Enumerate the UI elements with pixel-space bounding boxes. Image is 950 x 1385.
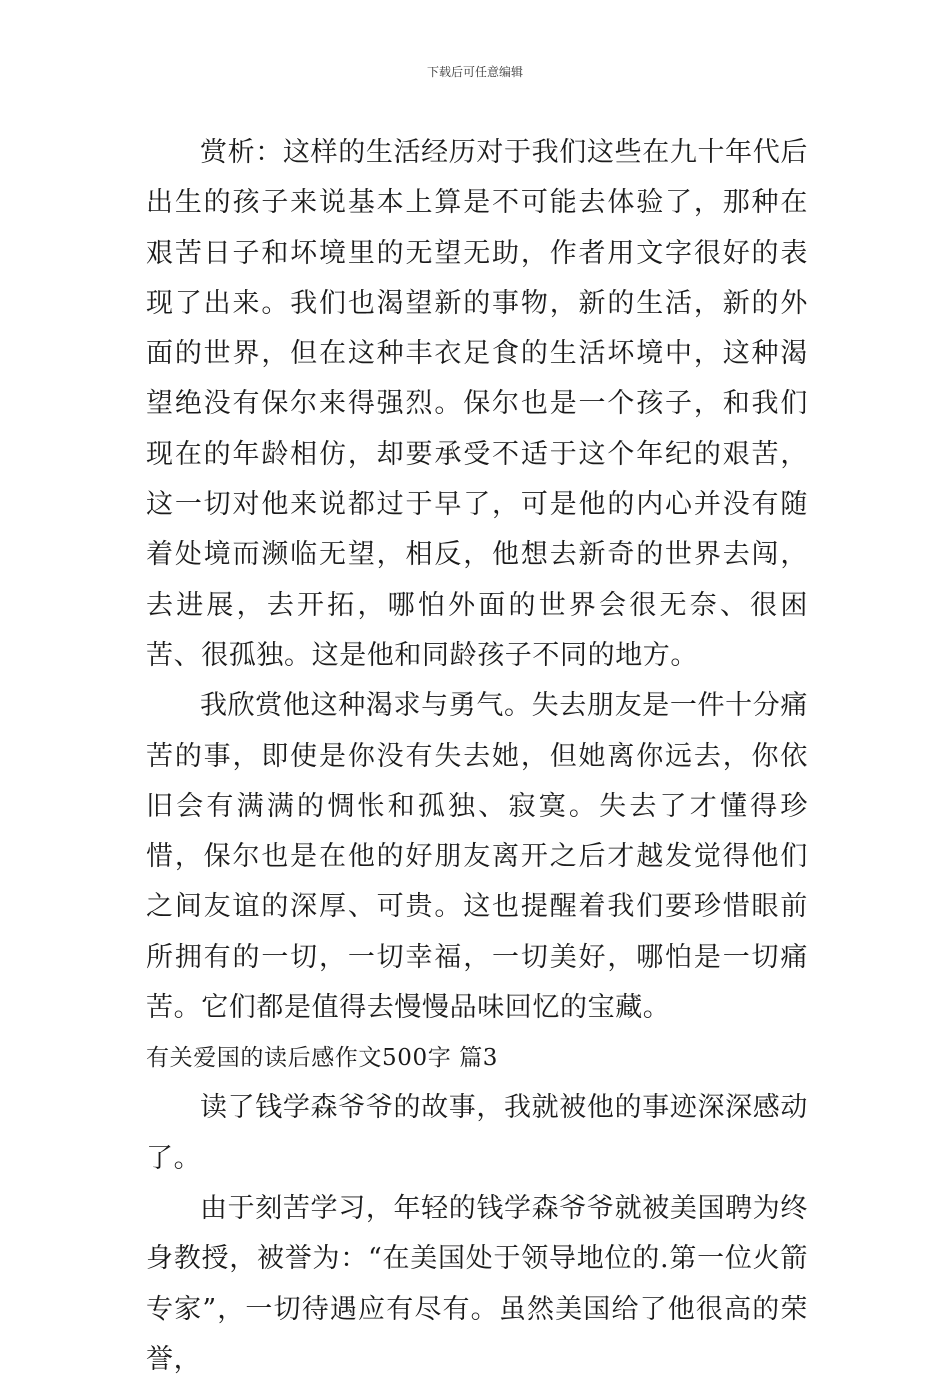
paragraph-qian-intro: 读了钱学森爷爷的故事，我就被他的事迹深深感动了。	[146, 1092, 808, 1174]
paragraph-appreciation: 赏析：这样的生活经历对于我们这些在九十年代后出生的孩子来说基本上算是不可能去体验了，那种在艰苦日子和坏境里的无望无助，作者用文字很好的表现了出来。我们也渴望新的事物，新的生活，新的外面的世界，但在这种丰衣足食的生活坏境中，这种渴望绝没有保尔来得强烈。保尔也是一个孩子，和我们现在的年龄相仿，却要承受不适于这个年纪的艰苦，这一切对他来说都过于早了，可是他的内心并没有随着处境而濒临无望，相反，他想去新奇的世界去闯，去进展，去开拓，哪怕外面的世界会很无奈、很困苦、很孤独。这是他和同龄孩子不同的地方。	[146, 137, 808, 671]
section-heading: 有关爱国的读后感作文500字 篇3	[146, 1045, 499, 1072]
document-body	[146, 128, 808, 1385]
paragraph-qian-story: 由于刻苦学习，年轻的钱学森爷爷就被美国聘为终身教授，被誉为：“在美国处于领导地位的.第一位火箭专家”，一切待遇应有尽有。虽然美国给了他很高的荣誉，	[146, 1192, 808, 1375]
paragraph-admiration: 我欣赏他这种渴求与勇气。失去朋友是一件十分痛苦的事，即使是你没有失去她，但她离你远去，你依旧会有满满的惆怅和孤独、寂寞。失去了才懂得珍惜，保尔也是在他的好朋友离开之后才越发觉得他们之间友谊的深厚、可贵。这也提醒着我们要珍惜眼前所拥有的一切，一切幸福，一切美好，哪怕是一切痛苦。它们都是值得去慢慢品味回忆的宝藏。	[146, 690, 808, 1024]
page-header: 下载后可任意编辑	[426, 65, 523, 79]
